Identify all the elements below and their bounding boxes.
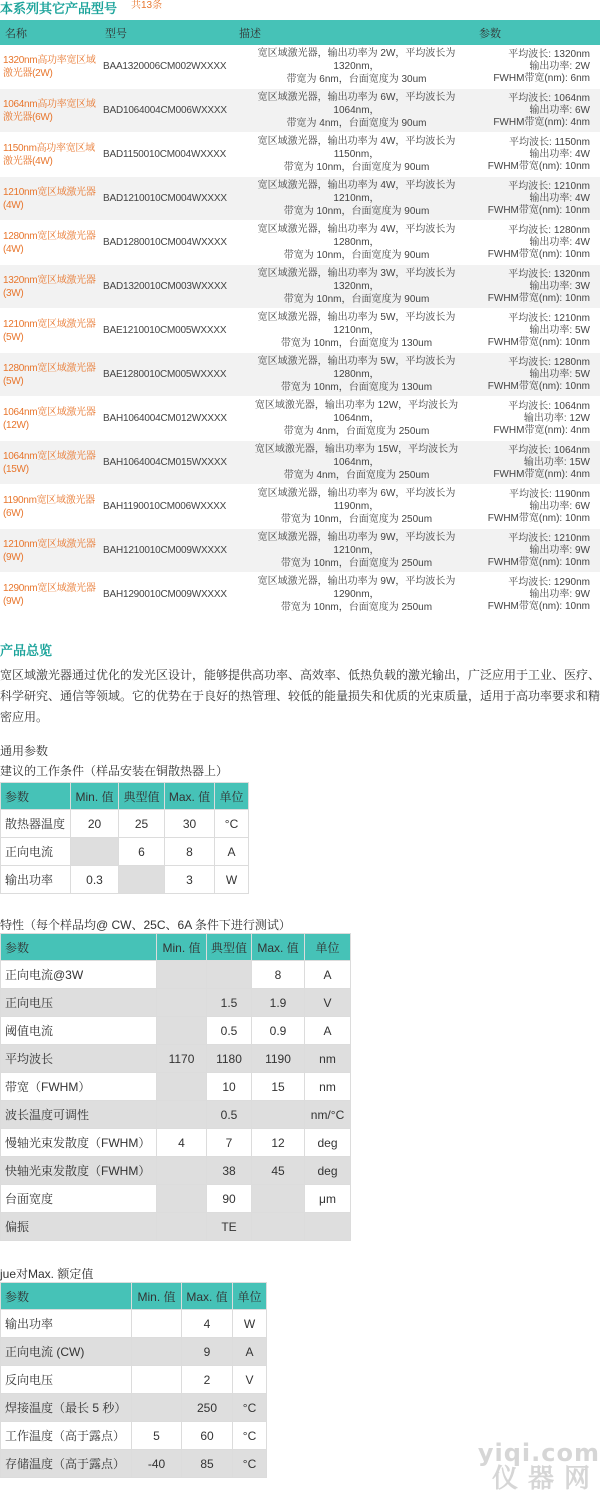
watermark-logo [478,1441,600,1493]
spec-param-name: 输出功率 [1,866,71,894]
spec-row [1,1213,351,1241]
spec-value-cell: A [305,961,351,989]
product-desc-line: 带宽为 10nm，台面宽度为 90um [283,294,430,305]
spec-row [1,989,351,1017]
spec-param-name: 正向电压 [1,989,157,1017]
product-param-line: FWHM带宽(nm): 6nm [493,72,590,84]
spec-value-cell: 8 [165,838,215,866]
product-params [479,45,600,89]
spec-value-cell [132,1310,182,1338]
product-name-link[interactable]: 1280nm宽区域激光器(5W) [0,353,100,397]
spec-value-cell [157,1101,207,1129]
product-desc-line: 宽区域激光器，输出功率为 5W，平均波长为 1280nm， [257,356,456,380]
product-desc [234,573,479,617]
product-model: BAH1190010CM006WXXXX [100,485,234,529]
characteristics-table [0,933,351,1241]
spec-header-cell: 参数 [1,934,157,961]
product-desc-line: 带宽为 10nm，台面宽度为 130um [280,338,433,349]
product-param-line: FWHM带宽(nm): 4nm [493,468,590,480]
product-desc-line: 带宽为 4nm，台面宽度为 90um [286,118,427,129]
spec-value-cell: 9 [182,1338,233,1366]
spec-param-name: 输出功率 [1,1310,132,1338]
spec-value-cell: W [233,1310,267,1338]
spec-value-cell: 60 [182,1422,233,1450]
spec-value-cell: nm [305,1073,351,1101]
product-desc [234,309,479,353]
spec-value-cell: 10 [207,1073,252,1101]
product-model: BAA1320006CM002WXXXX [100,45,234,89]
spec-header-cell: 单位 [233,1283,267,1310]
spec-value-cell [252,1213,305,1241]
spec-param-name: 工作温度（高于露点） [1,1422,132,1450]
spec-value-cell [157,1017,207,1045]
product-name-link[interactable]: 1290nm宽区域激光器(9W) [0,573,100,617]
product-row [0,353,600,397]
spec-header-cell: 参数 [1,1283,132,1310]
product-desc-line: 宽区域激光器，输出功率为 15W，平均波长为 1064nm， [254,444,459,468]
product-params [479,309,600,353]
product-name-link[interactable]: 1064nm宽区域激光器(12W) [0,397,100,441]
spec-value-cell: 250 [182,1394,233,1422]
product-param-line: FWHM带宽(nm): 4nm [493,116,590,128]
product-desc [234,529,479,573]
spec-header-cell: Max. 值 [252,934,305,961]
spec-value-cell [132,1338,182,1366]
product-model: BAD1280010CM004WXXXX [100,221,234,265]
product-desc-line: 宽区域激光器，输出功率为 5W，平均波长为 1210nm， [257,312,456,336]
product-row [0,89,600,133]
spec-row [1,1073,351,1101]
spec-row [1,1017,351,1045]
product-desc-line: 宽区域激光器，输出功率为 9W，平均波长为 1210nm， [257,532,456,556]
product-param-line: 输出功率: 5W [529,368,590,380]
spec-param-name: 存储温度（高于露点） [1,1450,132,1478]
col-header-model: 型号 [100,20,234,45]
spec-value-cell [305,1213,351,1241]
ratings-table [0,1282,267,1478]
watermark-line2: 仪器网 [491,1464,600,1494]
spec-value-cell: A [305,1017,351,1045]
product-row [0,441,600,485]
spec-value-cell [157,989,207,1017]
spec-param-name: 带宽（FWHM） [1,1073,157,1101]
product-desc-line: 带宽为 10nm，台面宽度为 250um [280,602,433,613]
product-param-line: 平均波长: 1210nm [508,180,590,192]
spec-value-cell: 4 [182,1310,233,1338]
spec-value-cell: °C [233,1394,267,1422]
product-model: BAD1210010CM004WXXXX [100,177,234,221]
spec-value-cell [252,1101,305,1129]
spec-value-cell [157,1073,207,1101]
product-desc [234,133,479,177]
product-desc-line: 带宽为 4nm，台面宽度为 250um [283,470,430,481]
spec-param-name: 正向电流@3W [1,961,157,989]
product-desc-line: 宽区域激光器，输出功率为 12W，平均波长为 1064nm， [254,400,459,424]
product-param-line: 输出功率: 12W [523,412,590,424]
spec-value-cell: nm/°C [305,1101,351,1129]
product-param-line: FWHM带宽(nm): 10nm [487,160,590,172]
spec-header-cell: 典型值 [207,934,252,961]
product-params [479,397,600,441]
spec-row [1,1366,267,1394]
overview-title: 产品总览 [0,643,53,658]
spec-value-cell: 0.9 [252,1017,305,1045]
product-model: BAD1320010CM003WXXXX [100,265,234,309]
product-desc-line: 宽区域激光器，输出功率为 2W，平均波长为 1320nm， [257,48,456,72]
product-model: BAH1064004CM012WXXXX [100,397,234,441]
product-param-line: 输出功率: 15W [523,456,590,468]
spec-value-cell: nm [305,1045,351,1073]
spec-value-cell: 2 [182,1366,233,1394]
spec-value-cell: 4 [157,1129,207,1157]
product-desc [234,45,479,89]
characteristics-title: 特性（每个样品均@ CW、25C、6A 条件下进行测试） [0,918,291,932]
product-desc [234,89,479,133]
spec-value-cell: 1.5 [207,989,252,1017]
product-model: BAH1290010CM009WXXXX [100,573,234,617]
spec-param-name: 慢轴光束发散度（FWHM） [1,1129,157,1157]
spec-row [1,1450,267,1478]
spec-row [1,1310,267,1338]
spec-value-cell [157,1157,207,1185]
product-param-line: 平均波长: 1280nm [508,356,590,368]
product-desc-line: 带宽为 10nm，台面宽度为 90um [283,206,430,217]
product-param-line: FWHM带宽(nm): 10nm [487,336,590,348]
spec-value-cell [119,866,165,894]
product-param-line: 平均波长: 1320nm [508,268,590,280]
product-param-line: 平均波长: 1210nm [508,312,590,324]
product-model: BAH1210010CM009WXXXX [100,529,234,573]
spec-param-name: 正向电流 [1,838,71,866]
product-desc-line: 带宽为 10nm，台面宽度为 90um [283,250,430,261]
spec-value-cell [157,1185,207,1213]
product-desc-line: 宽区域激光器，输出功率为 3W，平均波长为 1320nm， [257,268,456,292]
spec-value-cell: TE [207,1213,252,1241]
spec-value-cell [132,1366,182,1394]
product-param-line: 输出功率: 2W [529,60,590,72]
product-params [479,177,600,221]
product-name-link[interactable]: 1150nm高功率宽区域激光器(4W) [0,133,100,177]
product-desc-line: 宽区域激光器，输出功率为 4W，平均波长为 1150nm， [257,136,456,160]
general-params-table [0,782,249,894]
product-name-link[interactable]: 1280nm宽区域激光器(4W) [0,221,100,265]
product-params [479,485,600,529]
spec-row [1,1101,351,1129]
spec-row [1,1185,351,1213]
product-desc-line: 宽区域激光器，输出功率为 9W，平均波长为 1290nm， [257,576,456,600]
spec-value-cell: 15 [252,1073,305,1101]
spec-value-cell: °C [233,1450,267,1478]
product-desc-line: 宽区域激光器，输出功率为 4W，平均波长为 1280nm， [257,224,456,248]
spec-value-cell: °C [233,1422,267,1450]
products-table [0,20,600,617]
spec-value-cell: deg [305,1157,351,1185]
product-param-line: 平均波长: 1064nm [508,92,590,104]
spec-header-cell: 参数 [1,783,71,810]
spec-value-cell: V [305,989,351,1017]
product-name-link[interactable]: 1210nm宽区域激光器(4W) [0,177,100,221]
spec-value-cell: deg [305,1129,351,1157]
spec-row [1,1338,267,1366]
spec-value-cell: 6 [119,838,165,866]
product-desc-line: 宽区域激光器，输出功率为 4W，平均波长为 1210nm， [257,180,456,204]
spec-header-cell: Min. 值 [132,1283,182,1310]
spec-header-cell: Min. 值 [157,934,207,961]
product-param-line: 平均波长: 1064nm [508,444,590,456]
product-param-line: 平均波长: 1320nm [508,48,590,60]
product-desc-line: 带宽为 10nm，台面宽度为 250um [280,514,433,525]
product-param-line: 平均波长: 1150nm [509,136,590,148]
spec-value-cell: 1.9 [252,989,305,1017]
spec-param-name: 台面宽度 [1,1185,157,1213]
spec-value-cell: V [233,1366,267,1394]
spec-value-cell [252,1185,305,1213]
product-param-line: 输出功率: 6W [529,104,590,116]
product-model: BAE1280010CM005WXXXX [100,353,234,397]
series-count: 共13条 [131,0,163,11]
spec-value-cell: 5 [132,1422,182,1450]
product-model: BAH1064004CM015WXXXX [100,441,234,485]
spec-row [1,866,249,894]
spec-param-name: 焊接温度（最长 5 秒） [1,1394,132,1422]
product-desc [234,177,479,221]
spec-value-cell [207,961,252,989]
spec-value-cell [71,838,119,866]
ratings-title: jue对Max. 额定值 [0,1267,94,1281]
spec-value-cell: 1180 [207,1045,252,1073]
product-desc [234,265,479,309]
product-desc [234,397,479,441]
spec-header-cell: Max. 值 [182,1283,233,1310]
product-param-line: 输出功率: 9W [529,544,590,556]
general-params-title: 通用参数 [0,744,49,758]
spec-row [1,810,249,838]
spec-value-cell: 0.5 [207,1017,252,1045]
product-params [479,89,600,133]
spec-value-cell: 30 [165,810,215,838]
product-name-link[interactable]: 1064nm高功率宽区域激光器(6W) [0,89,100,133]
product-desc [234,485,479,529]
general-params-subtitle: 建议的工作条件（样品安装在铜散热器上） [0,764,229,778]
product-desc-line: 宽区域激光器，输出功率为 6W，平均波长为 1064nm， [257,92,456,116]
spec-value-cell: 20 [71,810,119,838]
product-param-line: 输出功率: 5W [529,324,590,336]
spec-value-cell [157,1213,207,1241]
spec-value-cell: 8 [252,961,305,989]
product-params [479,353,600,397]
spec-param-name: 正向电流 (CW) [1,1338,132,1366]
product-desc-line: 带宽为 10nm，台面宽度为 250um [280,558,433,569]
product-desc-line: 带宽为 10nm，台面宽度为 90um [283,162,430,173]
spec-value-cell: -40 [132,1450,182,1478]
overview-text: 宽区域激光器通过优化的发光区设计，能够提供高功率、高效率、低热负载的激光输出，广泛应用于工业、医疗、科学研究、通信等领域。它的优势在于良好的热管理、较低的能量损失和优质的光束质量，适用于高功率要求和精密应用。 [0,668,600,724]
characteristics-header-row [1,934,351,961]
spec-value-cell: 1170 [157,1045,207,1073]
product-row [0,45,600,89]
spec-header-cell: Min. 值 [71,783,119,810]
product-row [0,485,600,529]
spec-param-name: 快轴光束发散度（FWHM） [1,1157,157,1185]
product-model: BAE1210010CM005WXXXX [100,309,234,353]
product-row [0,133,600,177]
product-param-line: FWHM带宽(nm): 10nm [487,600,590,612]
spec-value-cell [157,961,207,989]
product-param-line: 输出功率: 3W [529,280,590,292]
watermark-line1: yiqi.com [477,1439,600,1467]
product-param-line: 平均波长: 1210nm [508,532,590,544]
product-name-link[interactable]: 1210nm宽区域激光器(5W) [0,309,100,353]
spec-value-cell: W [215,866,249,894]
spec-row [1,1129,351,1157]
general-header-row [1,783,249,810]
ratings-header-row [1,1283,267,1310]
product-name-link[interactable]: 1320nm高功率宽区域激光器(2W) [0,45,100,89]
product-param-line: 输出功率: 4W [529,148,590,160]
product-row [0,309,600,353]
spec-value-cell: 25 [119,810,165,838]
product-desc [234,353,479,397]
product-param-line: 平均波长: 1290nm [508,576,590,588]
product-param-line: 输出功率: 9W [529,588,590,600]
spec-param-name: 偏振 [1,1213,157,1241]
product-row [0,177,600,221]
product-row [0,529,600,573]
series-header [0,0,600,20]
product-model: BAD1150010CM004WXXXX [100,133,234,177]
product-row [0,265,600,309]
product-params [479,529,600,573]
col-header-params: 参数 [479,20,600,45]
product-desc [234,441,479,485]
spec-value-cell: μm [305,1185,351,1213]
product-params [479,265,600,309]
spec-value-cell: 85 [182,1450,233,1478]
product-row [0,397,600,441]
product-desc-line: 带宽为 10nm，台面宽度为 130um [280,382,433,393]
spec-row [1,961,351,989]
spec-row [1,1157,351,1185]
product-row [0,573,600,617]
spec-value-cell: 7 [207,1129,252,1157]
spec-value-cell: A [233,1338,267,1366]
product-param-line: FWHM带宽(nm): 10nm [487,292,590,304]
product-param-line: FWHM带宽(nm): 10nm [487,248,590,260]
spec-value-cell [132,1394,182,1422]
product-params [479,133,600,177]
product-params [479,221,600,265]
product-param-line: 输出功率: 4W [529,192,590,204]
spec-row [1,838,249,866]
spec-header-cell: 单位 [215,783,249,810]
product-desc-line: 带宽为 6nm，台面宽度为 30um [286,74,427,85]
product-param-line: 平均波长: 1280nm [508,224,590,236]
product-desc-line: 宽区域激光器，输出功率为 6W，平均波长为 1190nm， [257,488,456,512]
product-name-link[interactable]: 1320nm宽区域激光器(3W) [0,265,100,309]
product-model: BAD1064004CM006WXXXX [100,89,234,133]
product-name-link[interactable]: 1210nm宽区域激光器(9W) [0,529,100,573]
product-param-line: FWHM带宽(nm): 10nm [487,380,590,392]
product-param-line: FWHM带宽(nm): 4nm [493,424,590,436]
spec-value-cell: 1190 [252,1045,305,1073]
product-row [0,221,600,265]
series-title: 本系列其它产品型号 [0,1,118,16]
spec-value-cell: 3 [165,866,215,894]
spec-value-cell: 0.5 [207,1101,252,1129]
product-param-line: 平均波长: 1064nm [508,400,590,412]
spec-param-name: 阈值电流 [1,1017,157,1045]
spec-row [1,1422,267,1450]
product-param-line: FWHM带宽(nm): 10nm [487,204,590,216]
spec-value-cell: 90 [207,1185,252,1213]
spec-value-cell: 38 [207,1157,252,1185]
spec-header-cell: Max. 值 [165,783,215,810]
product-param-line: 平均波长: 1190nm [509,488,590,500]
spec-param-name: 平均波长 [1,1045,157,1073]
spec-param-name: 波长温度可调性 [1,1101,157,1129]
product-param-line: FWHM带宽(nm): 10nm [487,512,590,524]
products-header-row [0,20,600,45]
product-param-line: FWHM带宽(nm): 10nm [487,556,590,568]
product-param-line: 输出功率: 6W [529,500,590,512]
col-header-name: 名称 [0,20,100,45]
product-params [479,573,600,617]
product-param-line: 输出功率: 4W [529,236,590,248]
col-header-desc: 描述 [234,20,479,45]
product-desc-line: 带宽为 4nm，台面宽度为 250um [283,426,430,437]
product-desc [234,221,479,265]
spec-value-cell: A [215,838,249,866]
spec-value-cell: 45 [252,1157,305,1185]
spec-param-name: 散热器温度 [1,810,71,838]
spec-param-name: 反向电压 [1,1366,132,1394]
spec-row [1,1394,267,1422]
product-params [479,441,600,485]
spec-value-cell: 0.3 [71,866,119,894]
spec-header-cell: 典型值 [119,783,165,810]
spec-header-cell: 单位 [305,934,351,961]
product-name-link[interactable]: 1190nm宽区域激光器(6W) [0,485,100,529]
spec-row [1,1045,351,1073]
product-name-link[interactable]: 1064nm宽区域激光器(15W) [0,441,100,485]
spec-value-cell: 12 [252,1129,305,1157]
spec-value-cell: °C [215,810,249,838]
